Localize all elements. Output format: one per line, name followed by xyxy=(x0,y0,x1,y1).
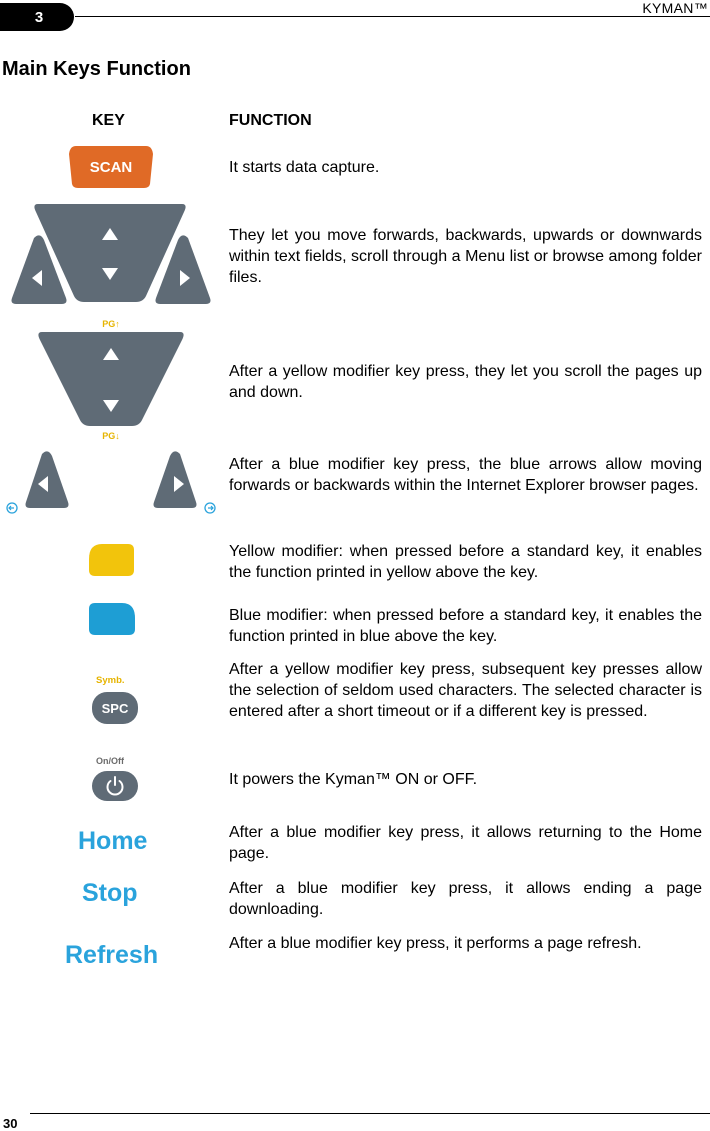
page-up-down-keys-image xyxy=(36,312,186,442)
home-key-image xyxy=(76,822,154,858)
page-number: 30 xyxy=(3,1116,18,1131)
home-description: After a blue modifier key press, it allows returning to the Home page. xyxy=(229,824,702,862)
navigation-description: They let you move forwards, backwards, upwards or downwards within text fields, scroll through a Menu list or browse among folder files. xyxy=(229,227,702,286)
symb-label: Symb. xyxy=(96,675,125,686)
footer-rule xyxy=(30,1113,710,1114)
stop-description: After a blue modifier key press, it allows ending a page downloading. xyxy=(229,880,702,918)
yellow-modifier-key-image xyxy=(88,543,136,577)
blue-modifier-description: Blue modifier: when pressed before a standard key, it enables the function printed in blue above the key. xyxy=(229,607,702,645)
scan-key-image xyxy=(68,144,154,190)
page-title: Main Keys Function xyxy=(2,58,191,80)
stop-key-image xyxy=(80,874,150,910)
power-key-image xyxy=(90,754,146,804)
scan-description: It starts data capture. xyxy=(229,159,380,176)
chapter-badge: 3 xyxy=(0,3,74,31)
brand-name: KYMAN™ xyxy=(642,0,708,16)
power-description: It powers the Kyman™ ON or OFF. xyxy=(229,771,478,788)
symbols-space-key-image xyxy=(90,672,146,728)
spc-label: SPC xyxy=(101,701,129,716)
scan-key-label: SCAN xyxy=(89,159,133,176)
browser-back-forward-keys-image xyxy=(4,448,218,514)
refresh-key-label: Refresh xyxy=(65,941,159,969)
key-column-header: KEY xyxy=(92,112,125,129)
blue-modifier-key-image xyxy=(88,602,136,636)
pg-down-label: PG↓ xyxy=(102,431,120,441)
symbols-description: After a yellow modifier key press, subsequent key presses allow the selection of seldom used characters. The selected character is entered after a short timeout or if a different key is pressed. xyxy=(229,661,702,720)
browser-navigation-description: After a blue modifier key press, the blue arrows allow moving forwards or backwards within the Internet Explorer browser pages. xyxy=(229,456,702,494)
navigation-keys-image xyxy=(10,200,212,306)
header-rule xyxy=(75,16,710,17)
function-column-header: FUNCTION xyxy=(229,112,312,129)
home-key-label: Home xyxy=(78,827,148,855)
onoff-label: On/Off xyxy=(96,756,124,766)
refresh-description: After a blue modifier key press, it performs a page refresh. xyxy=(229,935,642,952)
yellow-modifier-description: Yellow modifier: when pressed before a standard key, it enables the function printed in yellow above the key. xyxy=(229,543,702,581)
stop-key-label: Stop xyxy=(82,879,138,907)
pg-up-label: PG↑ xyxy=(102,319,120,329)
refresh-key-image xyxy=(63,936,163,972)
page-scroll-description: After a yellow modifier key press, they let you scroll the pages up and down. xyxy=(229,363,702,401)
